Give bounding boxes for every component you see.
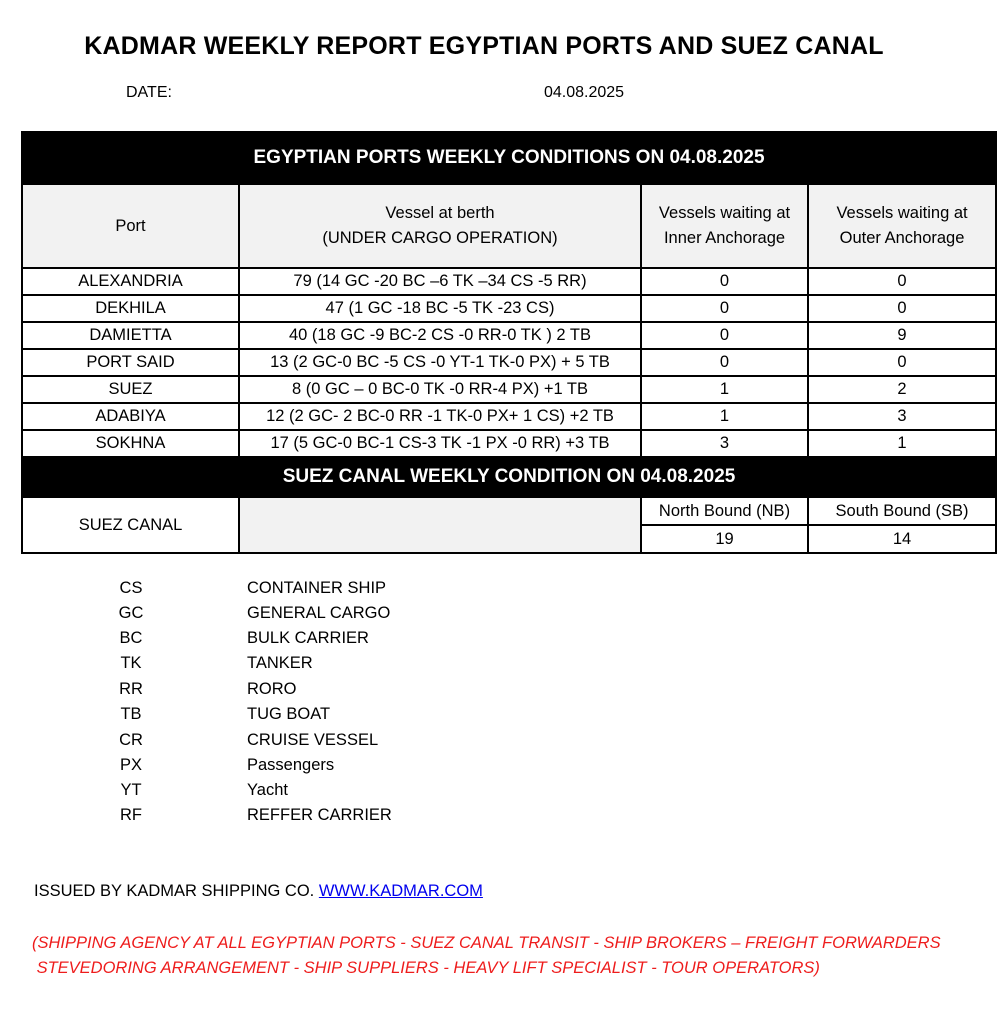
date-label: DATE: [126,84,172,101]
vessels-at-berth: 13 (2 GC-0 BC -5 CS -0 YT-1 TK-0 PX) + 5 TB [239,349,641,376]
table-row [22,295,996,322]
port-name: PORT SAID [22,349,239,376]
legend-description: CRUISE VESSEL [247,731,379,749]
legend-code: RR [119,680,143,698]
port-name: DEKHILA [22,295,239,322]
outer-anchorage-count: 9 [808,322,996,349]
legend-description: Passengers [247,756,335,774]
outer-anchorage-count: 1 [808,430,996,457]
port-name: ADABIYA [22,403,239,430]
legend-description: GENERAL CARGO [247,604,391,622]
inner-anchorage-count: 1 [641,376,808,403]
inner-anchorage-count: 3 [641,430,808,457]
table-row [22,268,996,295]
legend-code: YT [120,781,142,799]
legend-code: TK [120,654,142,672]
column-header-port-label: Port [115,216,146,235]
report-title: KADMAR WEEKLY REPORT EGYPTIAN PORTS AND SUEZ CANAL [84,32,884,60]
vessels-at-berth: 17 (5 GC-0 BC-1 CS-3 TK -1 PX -0 RR) +3 TB [239,430,641,457]
suez-canal-label: SUEZ CANAL [22,497,239,553]
inner-anchorage-count: 0 [641,322,808,349]
legend-description: TUG BOAT [247,705,331,723]
north-bound-label: North Bound (NB) [641,497,808,525]
legend-description: TANKER [247,654,313,672]
vessels-at-berth: 47 (1 GC -18 BC -5 TK -23 CS) [239,295,641,322]
south-bound-count: 14 [808,525,996,553]
legend-description: REFFER CARRIER [247,806,392,824]
column-header-outer-line1: Vessels waiting at [836,204,968,222]
date-value: 04.08.2025 [544,84,625,101]
legend-code: GC [118,604,144,622]
tagline-line-2: STEVEDORING ARRANGEMENT - SHIP SUPPLIERS - HEAVY LIFT SPECIALIST - TOUR OPERATORS) [32,959,820,977]
legend-description: RORO [247,680,297,698]
legend-description: Yacht [247,781,288,799]
legend-code: BC [119,629,143,647]
column-header-berth-line2: (UNDER CARGO OPERATION) [322,229,558,247]
port-name: DAMIETTA [22,322,239,349]
table-row [22,430,996,457]
table-row [22,322,996,349]
ports-section-heading: EGYPTIAN PORTS WEEKLY CONDITIONS ON 04.08.2025 [22,132,996,184]
port-name: SUEZ [22,376,239,403]
column-header-inner-line2: Inner Anchorage [663,229,786,247]
column-header-outer [808,184,996,268]
inner-anchorage-count: 0 [641,349,808,376]
inner-anchorage-count: 1 [641,403,808,430]
legend-description: BULK CARRIER [247,629,369,647]
table-row [22,403,996,430]
outer-anchorage-count: 0 [808,295,996,322]
legend-code: CS [119,579,143,597]
column-header-inner-line1: Vessels waiting at [658,204,791,222]
ports-conditions-table [21,131,997,554]
legend-description: CONTAINER SHIP [247,579,387,597]
vessels-at-berth: 12 (2 GC- 2 BC-0 RR -1 TK-0 PX+ 1 CS) +2 TB [239,403,641,430]
legend-code: RF [120,806,142,824]
port-name: ALEXANDRIA [22,268,239,295]
column-header-berth [239,184,641,268]
kadmar-website-link[interactable]: WWW.KADMAR.COM [318,882,483,900]
vessels-at-berth: 40 (18 GC -9 BC-2 CS -0 RR-0 TK ) 2 TB [239,322,641,349]
port-name: SOKHNA [22,430,239,457]
column-header-berth-line1: Vessel at berth [385,204,495,222]
legend-code: PX [119,756,142,774]
column-header-outer-line2: Outer Anchorage [839,229,965,247]
inner-anchorage-count: 0 [641,268,808,295]
tagline-line-1: (SHIPPING AGENCY AT ALL EGYPTIAN PORTS - SUEZ CANAL TRANSIT - SHIP BROKERS – FREIGHT FORWARDERS [32,934,941,952]
south-bound-label: South Bound (SB) [808,497,996,525]
issued-by-line [34,882,483,901]
inner-anchorage-count: 0 [641,295,808,322]
legend-code: CR [119,731,143,749]
outer-anchorage-count: 3 [808,403,996,430]
outer-anchorage-count: 0 [808,268,996,295]
issued-by-text: ISSUED BY KADMAR SHIPPING CO. [34,882,315,900]
outer-anchorage-count: 0 [808,349,996,376]
outer-anchorage-count: 2 [808,376,996,403]
table-row [22,376,996,403]
legend-code: TB [120,705,142,723]
services-tagline [32,931,982,981]
vessels-at-berth: 79 (14 GC -20 BC –6 TK –34 CS -5 RR) [239,268,641,295]
canal-empty-cell [239,497,641,553]
table-row [22,349,996,376]
column-header-port [22,184,239,268]
vessels-at-berth: 8 (0 GC – 0 BC-0 TK -0 RR-4 PX) +1 TB [239,376,641,403]
canal-section-heading: SUEZ CANAL WEEKLY CONDITION ON 04.08.2025 [22,457,996,497]
north-bound-count: 19 [641,525,808,553]
column-header-inner [641,184,808,268]
